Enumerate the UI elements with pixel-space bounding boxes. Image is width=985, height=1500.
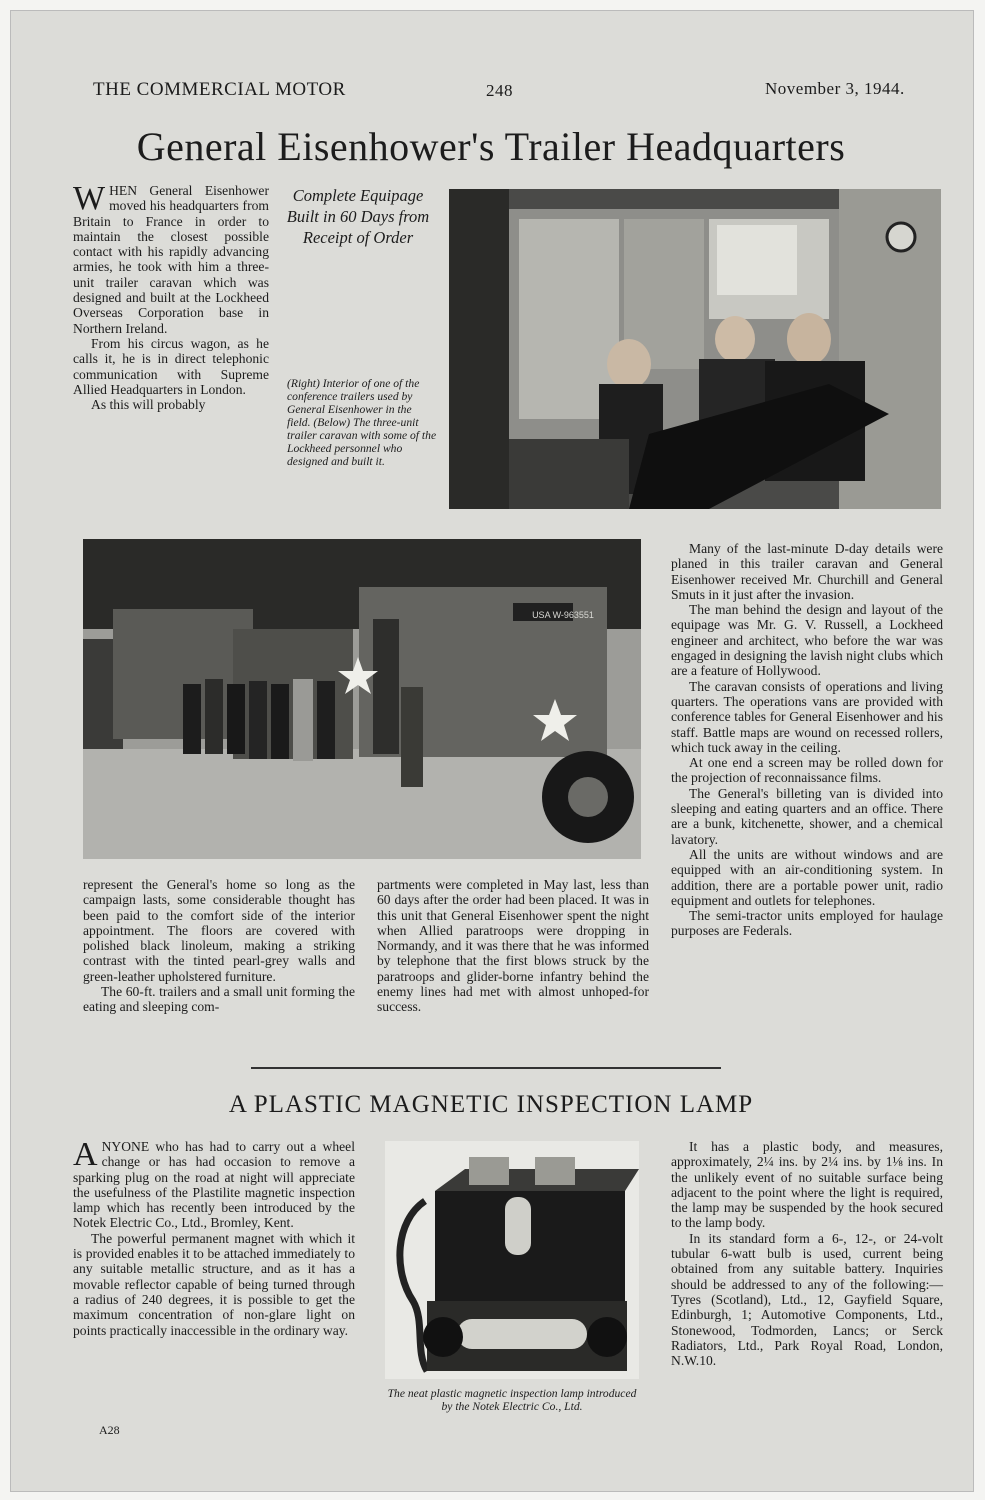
drop-cap: W (73, 180, 106, 217)
intro-paragraph: From his circus wagon, as he calls it, he is in direct telephonic communication with Supreme Allied Headquarters in London. (73, 335, 269, 397)
body-paragraph: NYONE who has had to carry out a wheel change or has had occasion to remove a sparking plug on the road at night will appreciate the usefulness of the Plastilite magnetic inspection lamp which has recently been introduced by the Notek Electric Co., Ltd., Bromley, Kent. (73, 1139, 355, 1231)
body-paragraph: All the units are without windows and are equipped with an air-conditioning system. In addition, there are a portable power unit, radio equipment and outlets for telephones. (671, 846, 943, 908)
body-paragraph: The semi-tractor units employed for haulage purposes are Federals. (671, 908, 943, 939)
body-paragraph: Many of the last-minute D-day details were planed in this trailer caravan and General Eisenhower received Mr. Churchill and General Smuts in it just after the invasion. (671, 541, 943, 602)
section-title: A PLASTIC MAGNETIC INSPECTION LAMP (228, 1091, 754, 1118)
lamp-left-column (73, 1136, 355, 1338)
truck-marking: USA W-963551 (532, 610, 594, 620)
article-column-b (377, 877, 649, 1015)
inspection-lamp-illustration (385, 1141, 639, 1379)
photo-caption: (Right) Interior of one of the conference trailers used by General Eisenhower in the field. (Below) The three-unit trailer caravan with some of the Lockheed personnel who designed and built it. (287, 377, 437, 468)
intro-paragraph: As this will probably (91, 397, 206, 413)
body-paragraph: In its standard form a 6-, 12-, or 24-volt tubular 6-watt bulb is used, current being obtained from any suitable battery. Inquiries should be addressed to any of the following:—Tyres (Scotland), Ltd., 12, Gayfield Square, Edinburgh, 1; Automotive Components, Ltd., Stonewood, Todmorden, Lancs; or Serck Radiators, Ltd., Park Royal Road, London, N.W.10. (671, 1230, 943, 1369)
magazine-page (10, 10, 974, 1492)
body-paragraph: The powerful permanent magnet with which it is provided enables it to be attached immediately to any suitable metallic structure, and as it has a movable reflector capable of being turned through a radius of 240 degrees, it is possible to get the maximum concentration of non-glare light on points practically inaccessible in the ordinary way. (73, 1230, 355, 1338)
body-paragraph: The 60-ft. trailers and a small unit forming the eating and sleeping com- (83, 984, 355, 1015)
issue-date: November 3, 1944. (765, 79, 905, 98)
lamp-photo-caption: The neat plastic magnetic inspection lamp introduced by the Notek Electric Co., Ltd. (387, 1387, 637, 1413)
body-paragraph: partments were completed in May last, less than 60 days after the order had been placed. It was in this unit that General Eisenhower spent the night when Allied paratroops were dropping in Normandy, and it was there that he was informed by telephone that the first blows struck by the paratroops and glider-borne infantry behind the enemy lines had met with almost unhoped-for success. (377, 877, 649, 1015)
section-divider (251, 1067, 721, 1069)
page-number: 248 (486, 81, 513, 100)
body-paragraph: The man behind the design and layout of the equipage was Mr. G. V. Russell, a Lockheed engineer and architect, who before the war was engaged in designing the lavish night clubs which are a feature of Hollywood. (671, 602, 943, 679)
drop-cap: A (73, 1136, 98, 1173)
body-paragraph: It has a plastic body, and measures, approximately, 2¼ ins. by 2¼ ins. by 1⅛ ins. In the unlikely event of no suitable surface being adjacent to the point where the light is required, the lamp may be suspended by the hook secured to the lamp body. (671, 1139, 943, 1231)
article-subhead: Complete Equipage Built in 60 Days from Receipt of Order (286, 186, 430, 247)
trailer-caravan-illustration (83, 539, 641, 859)
article-title: General Eisenhower's Trailer Headquarters (136, 124, 846, 169)
inspection-lamp-photo (385, 1141, 639, 1379)
lamp-right-column (671, 1139, 943, 1368)
body-paragraph: At one end a screen may be rolled down for the projection of reconnaissance films. (671, 755, 943, 786)
publication-name: THE COMMERCIAL MOTOR (93, 79, 346, 100)
body-paragraph: represent the General's home so long as the campaign lasts, some considerable thought has been paid to the comfort side of the interior appointment. The floors are covered with polished black linoleum, making a striking contrast with the tinted pearl-grey walls and green-leather upholstered furniture. (83, 877, 355, 984)
article-column-a (83, 877, 355, 1015)
page-folio: A28 (99, 1423, 120, 1437)
article-right-column (671, 541, 943, 939)
conference-trailer-illustration (449, 189, 941, 509)
body-paragraph: The caravan consists of operations and living quarters. The operations vans are provided with conference tables for General Eisenhower and his staff. Battle maps are wound on recessed rollers, which tuck away in the ceiling. (671, 678, 943, 755)
body-paragraph: The General's billeting van is divided into sleeping and eating quarters and an office. There are a bunk, kitchenette, shower, and a chemical lavatory. (671, 785, 943, 847)
trailer-caravan-photo (83, 539, 641, 859)
intro-column (73, 180, 269, 413)
conference-trailer-photo (449, 189, 941, 509)
intro-paragraph: HEN General Eisenhower moved his headquarters from Britain to France in order to maintain the closest possible contact with his rapidly advancing armies, he took with him a three-unit trailer caravan which was designed and built at the Lockheed Overseas Corporation base in Northern Ireland. (73, 183, 269, 336)
